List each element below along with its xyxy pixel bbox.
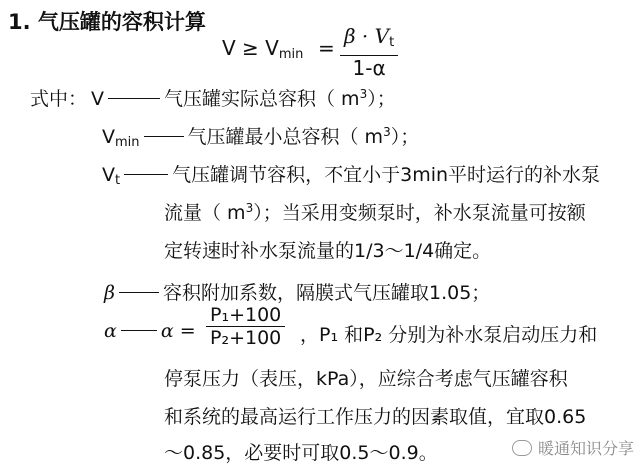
section-heading: 1. 气压罐的容积计算 (8, 10, 206, 34)
wechat-icon (512, 440, 532, 456)
alpha-desc-4: ～0.85，必要时可取0.5～0.9。 (164, 442, 438, 464)
alpha-desc-2: 停泵压力（表压，kPa），应综合考虑气压罐容积 (164, 368, 568, 390)
definition-v: 式中： V 气压罐实际总容积（ $m^3$）； (30, 87, 396, 110)
definition-vt-line2: 流量（ $m^3$）；当采用变频泵时，补水泵流量可按额 (164, 201, 586, 224)
alpha-desc-1: ，P₁ 和P₂ 分别为补水泵启动压力和 (300, 324, 598, 346)
formula-numerator: $\beta \cdot V_t$ (340, 24, 398, 56)
formula-fraction (340, 24, 398, 80)
alpha-fraction: $\frac{\text{P₁+100}}{\text{P₂+100}}$ (206, 304, 285, 349)
formula-lhs: $V \ge V_{min}$ (222, 36, 304, 62)
definition-alpha: α α = (104, 320, 196, 342)
formula-equals: = (318, 36, 335, 60)
definition-vmin: $V_{min}$ 气压罐最小总容积（ $m^3$）； (102, 125, 420, 150)
formula-denominator: 1-α (352, 56, 386, 80)
definition-vt: $V_t$ 气压罐调节容积，不宜小于3min平时运行的补水泵 (102, 164, 601, 188)
alpha-desc-3: 和系统的最高运行工作压力的因素取值，宜取0.65 (164, 406, 587, 428)
definition-beta: β 容积附加系数，隔膜式气压罐取1.05； (104, 282, 491, 304)
watermark: 暖通知识分享 (512, 436, 634, 459)
definition-vt-line3: 定转速时补水泵流量的1/3～1/4确定。 (164, 240, 492, 262)
